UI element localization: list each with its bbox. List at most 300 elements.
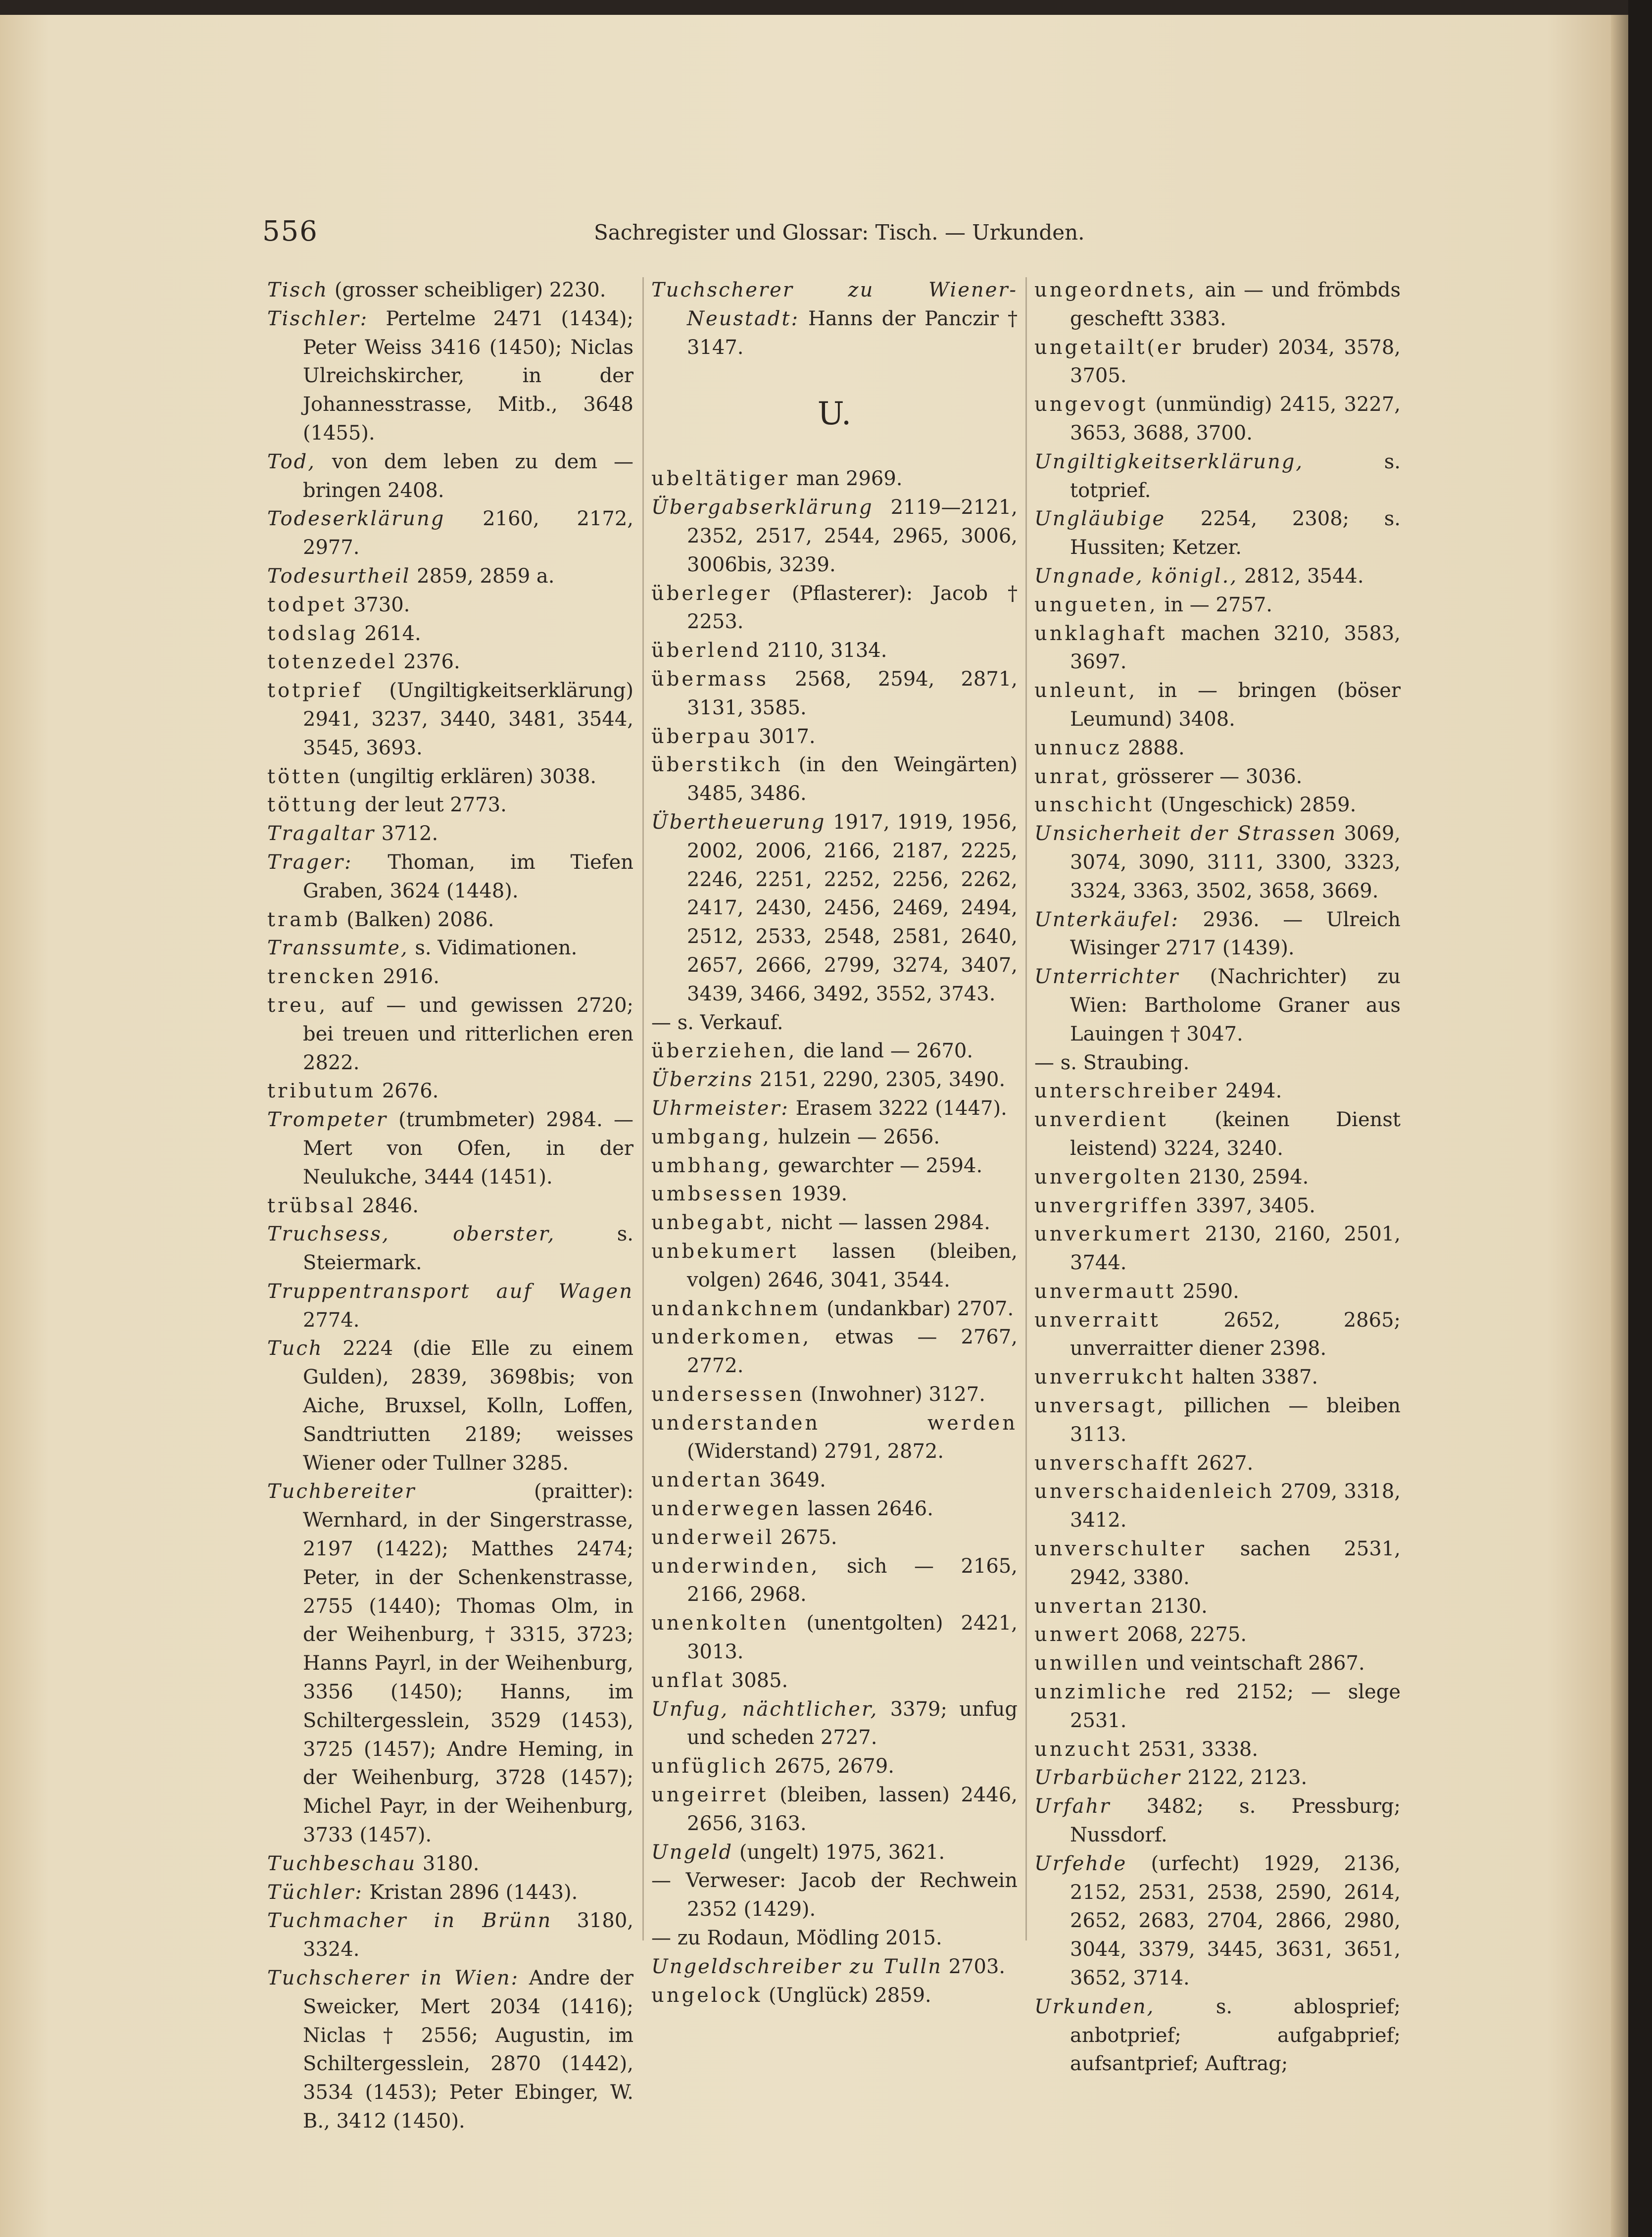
entry-headword: unwert (1034, 1623, 1121, 1646)
index-entry (1034, 1449, 1401, 1478)
entry-headword: tributum (267, 1080, 376, 1103)
entry-references: 3379; unfug und scheden 2727. (687, 1697, 1018, 1749)
index-entry (651, 580, 1018, 637)
index-entry (267, 992, 633, 1077)
entry-headword: Trompeter (267, 1108, 388, 1132)
index-entry (651, 1295, 1018, 1324)
entry-headword: — (651, 1011, 671, 1034)
index-entry (1034, 1649, 1401, 1678)
entry-references: (ungelt) 1975, 3621. (733, 1840, 945, 1864)
index-entry (1034, 448, 1401, 505)
index-entry (267, 591, 633, 620)
entry-headword: Ungläubige (1034, 507, 1166, 531)
entry-headword: unrat, (1034, 765, 1111, 788)
entry-references: 2122, 2123. (1181, 1766, 1308, 1790)
index-entry (651, 1466, 1018, 1495)
index-entry (651, 1781, 1018, 1839)
index-entry (267, 763, 633, 792)
index-entry (1034, 1678, 1401, 1736)
index-entry (267, 1335, 633, 1478)
index-entry (651, 1609, 1018, 1667)
entry-references: 3482; s. Pressburg; Nussdorf. (1070, 1795, 1401, 1847)
entry-references: (unmündig) 2415, 3227, 3653, 3688, 3700. (1070, 393, 1401, 445)
entry-headword: umbsessen (651, 1183, 784, 1206)
entry-references: (ungiltig erklären) 3038. (342, 765, 597, 788)
entry-references: Pertelme 2471 (1434); Peter Weiss 3416 (1450); Niclas Ulreichskircher, in der Johannesstrasse, Mitb., 3648 (1455). (303, 307, 633, 445)
entry-headword: unschicht (1034, 794, 1155, 817)
index-entry (1034, 791, 1401, 820)
index-entry (1034, 1220, 1401, 1278)
entry-references: Verweser: Jacob der Rechwein 2352 (1429). (671, 1869, 1018, 1921)
page-number: 556 (262, 215, 318, 248)
entry-headword: tramb (267, 908, 340, 931)
index-entry (651, 1238, 1018, 1295)
entry-headword: Tisch (267, 279, 329, 301)
entry-references: (Widerstand) 2791, 2872. (687, 1440, 944, 1463)
entry-references: (Unglück) 2859. (762, 1984, 931, 2007)
entry-headword: unverdient (1034, 1108, 1168, 1132)
entry-headword: Tuchbeschau (267, 1852, 417, 1875)
index-entry (1034, 906, 1401, 963)
entry-headword: unbegabt, (651, 1211, 775, 1235)
entry-headword: — (1034, 1051, 1054, 1074)
entry-headword: Überzins (651, 1068, 754, 1092)
entry-references: 2224 (die Elle zu einem Gulden), 2839, 3698bis; von Aiche, Bruxsel, Kolln, Loffen, Sandtriutten 2189; weisses Wiener oder Tullner 3285. (303, 1337, 633, 1475)
entry-headword: undankchnem (651, 1297, 821, 1320)
entry-references: gewarchter — 2594. (772, 1154, 983, 1177)
index-entry (1034, 1049, 1401, 1078)
entry-references: sachen 2531, 2942, 3380. (1070, 1538, 1401, 1589)
entry-references: Kristan 2896 (1443). (363, 1881, 578, 1904)
entry-headword: Urfahr (1034, 1795, 1111, 1818)
entry-headword: unzucht (1034, 1738, 1132, 1761)
index-entry (1034, 820, 1401, 905)
index-entry (267, 1850, 633, 1879)
entry-references: (Ungeschick) 2859. (1154, 794, 1357, 817)
entry-references: 2812, 3544. (1238, 564, 1364, 588)
entry-references: 2936. — Ulreich Wisinger 2717 (1439). (1070, 908, 1401, 960)
index-entry (267, 906, 633, 935)
index-entry (267, 848, 633, 906)
entry-headword: understanden werden (651, 1411, 1018, 1435)
entry-headword: undertan (651, 1469, 763, 1492)
index-entry (1034, 763, 1401, 792)
entry-references: 2531, 3338. (1132, 1738, 1259, 1761)
index-entry (651, 1209, 1018, 1238)
entry-headword: unnucz (1034, 736, 1122, 759)
entry-references: in — 2757. (1158, 593, 1273, 616)
entry-headword: Übertheuerung (651, 810, 826, 834)
index-entry (267, 1220, 633, 1278)
entry-headword: ungueten, (1034, 593, 1158, 616)
entry-headword: unverrukcht (1034, 1366, 1186, 1389)
index-entry (1034, 1993, 1401, 2079)
entry-references: 2130. (1144, 1594, 1208, 1618)
entry-headword: treu, (267, 994, 328, 1017)
index-entry (1034, 276, 1401, 334)
entry-references: (trumbmeter) 2984. — Mert von Ofen, in der Neulukche, 3444 (1451). (303, 1108, 633, 1189)
index-entry (651, 1752, 1018, 1781)
index-entry (267, 791, 633, 820)
entry-references: und veintschaft 2867. (1140, 1652, 1365, 1675)
entry-headword: unzimliche (1034, 1681, 1168, 1704)
entry-references: sich — 2165, 2166, 2968. (687, 1554, 1018, 1606)
page-header (0, 215, 1628, 255)
index-entry (1034, 1792, 1401, 1850)
entry-references: (unentgolten) 2421, 3013. (687, 1612, 1018, 1664)
entry-headword: todslag (267, 622, 358, 645)
scanned-page (0, 15, 1628, 2237)
entry-references: (praitter): Wernhard, in der Singerstrasse, 2197 (1422); Matthes 2474; Peter, in der Schenkenstrasse, 2755 (1440); Thomas Olm, in der Weihenburg, † 3315, 3723; Hanns Payrl, in der Weihenburg, 3356 (1450); Hanns, im Schiltergesslein, 3529 (1453), 3725 (1457); Andre Heming, in der Weihenburg, 3728 (1457); Michel Payr, in der Weihenburg, 3733 (1457). (303, 1480, 633, 1847)
entry-references: etwas — 2767, 2772. (687, 1326, 1018, 1378)
column-rule (1025, 277, 1027, 1940)
entry-references: 2888. (1121, 736, 1185, 759)
entry-headword: Tuch (267, 1337, 323, 1360)
index-entry (1034, 620, 1401, 677)
entry-headword: Todeserklärung (267, 507, 445, 531)
entry-headword: unvergolten (1034, 1165, 1183, 1189)
entry-references: bruder) 2034, 3578, 3705. (1070, 336, 1401, 388)
column-2-top-entries (651, 276, 1018, 362)
index-entry (1034, 1363, 1401, 1392)
entry-headword: Unfug, nächtlicher, (651, 1697, 878, 1721)
index-entry (651, 1094, 1018, 1123)
entry-references: 3069, 3074, 3090, 3111, 3300, 3323, 3324, 3363, 3502, 3658, 3669. (1070, 822, 1401, 902)
index-entry (267, 1278, 633, 1335)
entry-references: (Pflasterer): Jacob † 2253. (687, 582, 1018, 634)
entry-references: machen 3210, 3583, 3697. (1070, 622, 1401, 674)
entry-headword: Tüchler: (267, 1881, 363, 1904)
index-entry (1034, 1306, 1401, 1364)
entry-headword: Truppentransport auf Wagen (267, 1280, 633, 1303)
entry-headword: Tuchmacher in Brünn (267, 1909, 552, 1933)
entry-headword: Todesurtheil (267, 564, 411, 588)
entry-headword: unfüglich (651, 1755, 769, 1778)
index-entry (651, 808, 1018, 1009)
index-entry (267, 934, 633, 963)
index-entry (1034, 1077, 1401, 1106)
index-entry (651, 1867, 1018, 1924)
entry-references: s. totprief. (1070, 450, 1401, 502)
entry-references: halten 3387. (1185, 1366, 1318, 1389)
index-entry (267, 1879, 633, 1907)
entry-headword: unleunt, (1034, 679, 1138, 702)
entry-references: grösserer — 3036. (1110, 765, 1303, 788)
index-entry (651, 1009, 1018, 1038)
entry-references: in — bringen (böser Leumund) 3408. (1070, 679, 1401, 731)
index-entry (267, 1192, 633, 1221)
index-entry (651, 1953, 1018, 1982)
entry-references: 3180, 3324. (303, 1909, 633, 1961)
entry-references: (Ungiltigkeitserklärung) 2941, 3237, 3440, 3481, 3544, 3545, 3693. (303, 679, 633, 759)
entry-headword: unverschaidenleich (1034, 1480, 1274, 1503)
entry-headword: töttung (267, 794, 359, 817)
index-entry (651, 1381, 1018, 1409)
column-2-entries (651, 465, 1018, 2010)
index-entry (1034, 963, 1401, 1048)
entry-references: 2068, 2275. (1120, 1623, 1247, 1646)
entry-references: s. Steiermark. (303, 1223, 633, 1275)
index-entry (1034, 1764, 1401, 1792)
entry-references: (grosser scheibliger) 2230. (328, 279, 606, 301)
entry-headword: underwinden, (651, 1554, 820, 1578)
entry-headword: unverraitt (1034, 1308, 1161, 1332)
entry-headword: unversagt, (1034, 1394, 1166, 1418)
entry-headword: unwillen (1034, 1652, 1140, 1675)
entry-references: 2614. (358, 622, 421, 645)
entry-references: 2254, 2308; s. Hussiten; Ketzer. (1070, 507, 1401, 559)
index-entry (267, 963, 633, 992)
index-entry (267, 1106, 633, 1192)
index-entry (1034, 334, 1401, 391)
entry-references: auf — und gewissen 2720; bei treuen und ritterlichen eren 2822. (303, 994, 633, 1074)
entry-references: 3180. (416, 1852, 480, 1875)
index-entry (651, 751, 1018, 808)
index-entry (651, 637, 1018, 665)
entry-references: 2627. (1190, 1451, 1254, 1475)
index-entry (1034, 505, 1401, 562)
entry-headword: trencken (267, 965, 377, 989)
index-entry (1034, 1478, 1401, 1535)
entry-headword: unterschreiber (1034, 1080, 1219, 1103)
entry-references: 2676. (376, 1080, 439, 1103)
entry-references: die land — 2670. (797, 1040, 973, 1063)
entry-references: s. Verkauf. (671, 1011, 783, 1034)
index-entry (651, 1982, 1018, 2010)
entry-headword: Urkunden, (1034, 1995, 1155, 2018)
index-entry (651, 1066, 1018, 1094)
page-edge (1611, 15, 1628, 2237)
entry-headword: überleger (651, 582, 773, 605)
entry-references: 2652, 2865; unverraitter diener 2398. (1070, 1308, 1401, 1360)
entry-headword: Ungeldschreiber zu Tulln (651, 1955, 942, 1978)
index-entry (651, 1552, 1018, 1610)
entry-references: (Inwohner) 3127. (804, 1383, 985, 1406)
entry-references: 2130, 2594. (1182, 1165, 1309, 1189)
entry-headword: tötten (267, 765, 342, 788)
index-column-2 (651, 276, 1018, 2010)
entry-headword: totprief (267, 679, 363, 702)
index-column-1 (267, 276, 633, 2136)
index-entry (651, 1667, 1018, 1695)
entry-headword: Tischler: (267, 307, 369, 330)
index-entry (651, 276, 1018, 362)
entry-references: zu Rodaun, Mödling 2015. (671, 1927, 942, 1950)
index-entry (1034, 1106, 1401, 1163)
entry-headword: ungeirret (651, 1784, 769, 1807)
entry-references: 3649. (763, 1469, 826, 1492)
index-entry (651, 1524, 1018, 1552)
index-entry (1034, 591, 1401, 620)
entry-headword: Urfehde (1034, 1852, 1127, 1875)
index-entry (1034, 1736, 1401, 1764)
entry-references: 3730. (347, 593, 410, 616)
index-entry (267, 305, 633, 448)
entry-references: 2110, 3134. (761, 639, 887, 662)
section-letter: U. (817, 396, 852, 433)
entry-headword: unenkolten (651, 1612, 789, 1635)
entry-references: lassen (bleiben, volgen) 2646, 3041, 3544. (687, 1240, 1018, 1292)
entry-headword: trübsal (267, 1194, 356, 1217)
entry-references: (in den Weingärten) 3485, 3486. (687, 753, 1018, 805)
entry-headword: unbekumert (651, 1240, 799, 1263)
entry-references: 3085. (725, 1669, 788, 1692)
entry-references: Hanns der Panczir † 3147. (687, 307, 1018, 359)
index-entry (267, 448, 633, 505)
index-entry (651, 723, 1018, 751)
entry-references: lassen 2646. (801, 1497, 933, 1521)
entry-headword: totenzedel (267, 650, 397, 674)
entry-references: ain — und frömbds gescheftt 3383. (1070, 279, 1401, 330)
running-head: Sachregister und Glossar: Tisch. — Urkunden. (594, 220, 1085, 245)
entry-headword: umbgang, (651, 1125, 772, 1148)
index-entry (1034, 1592, 1401, 1621)
index-entry (651, 1152, 1018, 1181)
entry-references: (undankbar) 2707. (820, 1297, 1014, 1320)
entry-headword: überpau (651, 725, 753, 748)
entry-headword: Ungeld (651, 1840, 733, 1864)
entry-headword: Tragaltar (267, 822, 375, 845)
entry-references: Thoman, im Tiefen Graben, 3624 (1448). (303, 850, 633, 902)
entry-references: nicht — lassen 2984. (775, 1211, 990, 1235)
entry-headword: underwegen (651, 1497, 801, 1521)
column-rule (642, 277, 644, 1940)
entry-headword: ubeltätiger (651, 467, 790, 491)
entry-headword: — (651, 1927, 671, 1950)
entry-headword: Transsumte, (267, 937, 409, 960)
entry-headword: umbhang, (651, 1154, 772, 1177)
entry-references: 2376. (397, 650, 460, 674)
entry-references: Erasem 3222 (1447). (789, 1096, 1007, 1120)
entry-references: red 2152; — slege 2531. (1070, 1681, 1401, 1732)
entry-headword: Tuchbereiter (267, 1480, 416, 1503)
entry-references: 2568, 2594, 2871, 3131, 3585. (687, 667, 1018, 719)
entry-references: s. Vidimationen. (408, 937, 578, 960)
index-entry (1034, 1535, 1401, 1592)
index-entry (1034, 1392, 1401, 1449)
entry-references: 3712. (375, 822, 438, 845)
entry-references: 2675. (774, 1526, 837, 1549)
entry-references: von dem leben zu dem — bringen 2408. (303, 450, 633, 502)
index-entry (1034, 734, 1401, 763)
index-entry (651, 1323, 1018, 1381)
index-entry (1034, 1278, 1401, 1306)
entry-headword: Unterkäufel: (1034, 908, 1179, 931)
index-entry (1034, 1192, 1401, 1221)
entry-headword: Tuchscherer in Wien: (267, 1967, 520, 1990)
index-entry (651, 1409, 1018, 1467)
entry-references: 2703. (942, 1955, 1006, 1978)
entry-headword: unvertan (1034, 1594, 1145, 1618)
index-entry (651, 665, 1018, 723)
entry-headword: unverschulter (1034, 1538, 1207, 1561)
entry-references: (bleiben, lassen) 2446, 2656, 3163. (687, 1784, 1018, 1835)
entry-headword: überlend (651, 639, 761, 662)
entry-headword: ungetailt(er (1034, 336, 1183, 359)
entry-references: 2160, 2172, 2977. (303, 507, 633, 559)
entry-headword: — (651, 1869, 671, 1892)
book-binding (1628, 0, 1652, 2237)
index-entry (651, 494, 1018, 579)
entry-references: 2675, 2679. (768, 1755, 894, 1778)
entry-references: 2709, 3318, 3412. (1070, 1480, 1401, 1532)
entry-headword: überziehen, (651, 1040, 797, 1063)
entry-headword: unklaghaft (1034, 622, 1167, 645)
entry-references: 2846. (355, 1194, 419, 1217)
index-entry (267, 677, 633, 762)
index-entry (267, 1077, 633, 1106)
entry-headword: übermass (651, 667, 769, 691)
entry-headword: unvermautt (1034, 1280, 1176, 1303)
entry-references: (Nachrichter) zu Wien: Bartholome Graner aus Lauingen † 3047. (1070, 965, 1401, 1045)
index-column-3 (1034, 276, 1401, 2079)
entry-headword: ungeordnets, (1034, 279, 1197, 301)
entry-headword: überstikch (651, 753, 783, 777)
entry-headword: unflat (651, 1669, 726, 1692)
index-entry (1034, 677, 1401, 734)
index-entry (651, 1180, 1018, 1209)
index-entry (1034, 562, 1401, 591)
index-entry (1034, 391, 1401, 448)
entry-references: 2119—2121, 2352, 2517, 2544, 2965, 3006, 3006bis, 3239. (687, 496, 1018, 576)
index-entry (267, 648, 633, 677)
entry-headword: Ungiltigkeitserklärung, (1034, 450, 1304, 473)
entry-references: 2859, 2859 a. (410, 564, 555, 588)
entry-references: (urfecht) 1929, 2136, 2152, 2531, 2538, 2590, 2614, 2652, 2683, 2704, 2866, 2980, 3044, 3379, 3445, 3631, 3651, 3652, 3714. (1070, 1852, 1401, 1990)
entry-references: der leut 2773. (358, 794, 507, 817)
index-entry (267, 1478, 633, 1849)
entry-references: 2916. (376, 965, 439, 989)
index-entry (651, 1037, 1018, 1066)
index-entry (651, 1123, 1018, 1152)
entry-references: 3017. (752, 725, 816, 748)
entry-headword: underkomen, (651, 1326, 812, 1349)
index-entry (651, 1924, 1018, 1953)
entry-headword: ungelock (651, 1984, 763, 2007)
entry-headword: Ungnade, königl., (1034, 564, 1238, 588)
index-entry (267, 620, 633, 648)
entry-references: 1917, 1919, 1956, 2002, 2006, 2166, 2187, 2225, 2246, 2251, 2252, 2256, 2262, 2417, 2430, 2456, 2469, 2494, 2512, 2533, 2548, 2581, 2640, 2657, 2666, 2799, 3274, 3407, 3439, 3466, 3492, 3552, 3743. (687, 810, 1018, 1005)
entry-references: 2590. (1176, 1280, 1239, 1303)
entry-headword: unvergriffen (1034, 1194, 1190, 1217)
index-entry (267, 562, 633, 591)
entry-references: 2151, 2290, 2305, 3490. (753, 1068, 1006, 1092)
entry-headword: Tod, (267, 450, 316, 473)
entry-references: 2494. (1219, 1080, 1282, 1103)
entry-references: 2130, 2160, 2501, 3744. (1070, 1223, 1401, 1275)
entry-headword: Truchsess, oberster, (267, 1223, 556, 1246)
entry-headword: unverschafft (1034, 1451, 1191, 1475)
entry-references: s. ablosprief; anbotprief; aufgabprief; aufsantprief; Auftrag; (1070, 1995, 1401, 2076)
index-entry (1034, 1850, 1401, 1993)
entry-references: 3397, 3405. (1189, 1194, 1315, 1217)
entry-references: pillichen — bleiben 3113. (1070, 1394, 1401, 1446)
entry-references: 1939. (784, 1183, 848, 1206)
index-entry (1034, 1163, 1401, 1192)
index-entry (651, 1695, 1018, 1753)
entry-references: (keinen Dienst leistend) 3224, 3240. (1070, 1108, 1401, 1160)
index-entry (651, 1839, 1018, 1867)
entry-headword: underweil (651, 1526, 775, 1549)
index-entry (267, 1907, 633, 1964)
entry-headword: Trager: (267, 850, 353, 874)
entry-references: 2774. (303, 1308, 360, 1332)
entry-headword: Übergabserklärung (651, 496, 874, 519)
entry-references: hulzein — 2656. (771, 1125, 940, 1148)
entry-references: s. Straubing. (1054, 1051, 1190, 1074)
entry-headword: Urbarbücher (1034, 1766, 1181, 1790)
entry-headword: Unterrichter (1034, 965, 1180, 989)
